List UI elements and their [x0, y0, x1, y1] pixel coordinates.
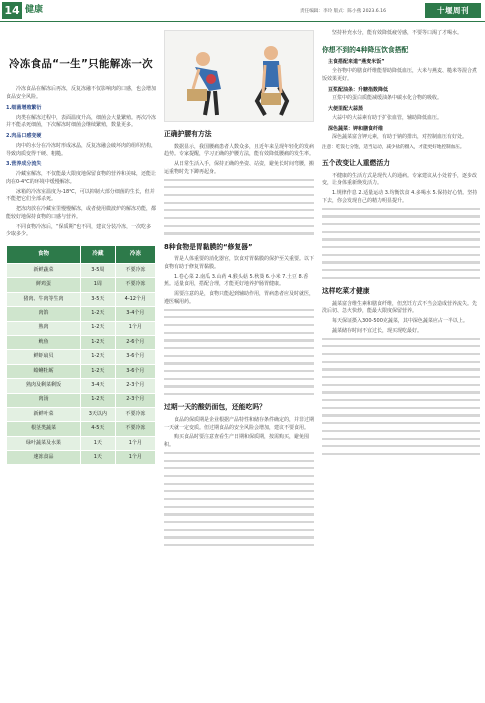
article-paragraph: 不同食物冷冻后，“保质期”也不同，建议分装冷冻，一次吃多少取多少。 — [6, 223, 152, 238]
section-title: 你想不到的4种降压饮食搭配 — [322, 45, 409, 54]
table-row — [7, 422, 156, 436]
table-cell: 4-12个月 — [115, 292, 155, 306]
article-subhead: 3.营养成分流失 — [6, 161, 42, 168]
page-number: 14 — [2, 2, 22, 19]
table-cell: 猪肉、牛肉等生肉 — [7, 292, 81, 306]
table-cell: 1个月 — [115, 321, 155, 335]
table-cell: 2-3个月 — [115, 379, 155, 393]
table-cell: 肉馅 — [7, 307, 81, 321]
table-cell: 不要冷冻 — [115, 407, 155, 421]
table-cell: 绿叶蔬菜及水果 — [7, 436, 81, 450]
article-paragraph: 需要注意的是，食物只能起到辅助作用，胃病患者应及时就医，遵医嘱用药。 — [164, 291, 315, 305]
table-row — [7, 364, 156, 378]
table-row — [7, 393, 156, 407]
table-cell: 鲜虾扇贝 — [7, 350, 81, 364]
article-paragraph: 坚持补充水分，能有效降低疲劳感，不要等口渴了才喝水。 — [332, 30, 463, 36]
table-cell: 3-5周 — [81, 264, 116, 278]
table-cell: 熟肉及剩菜剩饭 — [7, 379, 81, 393]
table-cell: 1天 — [81, 436, 116, 450]
table-cell: 4-5天 — [81, 422, 116, 436]
article-paragraph: 1.规律作息 2.适量运动 3.均衡饮食 4.多喝水 5.保持好心情。坚持下去，你会发现自己的精力明显提升。 — [322, 190, 478, 204]
article-paragraph: 每天保证摄入300-500克蔬菜，其中深色蔬菜应占一半以上。 — [332, 318, 468, 325]
tip-heading: 主食搭配来道“燕麦米饭” — [328, 59, 385, 66]
article-paragraph: 冷藏室解冻，不仅能最大限度地保留食物的营养和美味，还能让肉在0-4℃的环境中缓慢解冻。 — [6, 171, 157, 185]
table-cell: 1个月 — [115, 436, 155, 450]
tip-heading: 豆浆配油条：升糖指数降低 — [328, 86, 389, 93]
table-row — [7, 307, 156, 321]
page-header — [0, 0, 485, 22]
masthead-logo: 十堰周刊 — [425, 3, 481, 18]
tip-text: 大蒜中的大蒜素有助于扩张血管，辅助降低血压。 — [332, 114, 443, 121]
section-title: 正确护腰有方法 — [164, 130, 212, 138]
table-cell: 新鲜叶菜 — [7, 407, 81, 421]
table-cell: 鱿鱼 — [7, 335, 81, 349]
article-title: 冷冻食品“一生”只能解冻一次 — [8, 58, 153, 70]
table-header-cell: 食物 — [7, 246, 81, 264]
article-paragraph: 蔬菜储存时间不宜过长，现买现吃最好。 — [332, 327, 423, 334]
table-cell: 2-3个月 — [115, 393, 155, 407]
table-row — [7, 407, 156, 421]
article-paragraph: 食品的保质期是企业根据产品特性和储存条件确定的，并非过期一天就一定变质。但过期食品的安全风险会增加，建议不要食用。 — [164, 416, 315, 431]
table-cell: 熟肉 — [7, 321, 81, 335]
table-cell: 3-5天 — [81, 292, 116, 306]
article-paragraph: 从日常生活入手，保持正确的坐姿、站姿，避免长时间弯腰，搬运重物时先下蹲再起身。 — [164, 161, 315, 175]
article-intro: 冷冻食品在解冻后再冻，反复冻融不仅影响肉的口感，也会增加食品安全风险。 — [6, 86, 157, 101]
column-3 — [322, 30, 480, 461]
table-cell: 1-2天 — [81, 321, 116, 335]
table-cell: 根茎类蔬菜 — [7, 422, 81, 436]
body-text-lines — [164, 452, 314, 546]
section-title: 过期一天的酸奶面包，还能吃吗？ — [164, 403, 266, 412]
table-row — [7, 335, 156, 349]
table-header-row — [7, 246, 156, 264]
table-cell: 3-6个月 — [115, 364, 155, 378]
table-cell: 1天 — [81, 451, 116, 465]
article-subhead: 1.细菌增殖繁衍 — [6, 104, 42, 111]
article-paragraph: 购买食品时要注意查看生产日期和保质期，按需购买，避免囤积。 — [164, 434, 310, 449]
article-paragraph: 肉中的水分在冷冻时形成冰晶，反复冻融会破坏肉的组织结构，导致肉质变得干硬、粗糙。 — [6, 142, 157, 157]
back-pain-illustration — [164, 30, 314, 122]
body-text-lines — [322, 208, 480, 279]
table-cell: 2-6个月 — [115, 335, 155, 349]
table-row — [7, 278, 156, 292]
food-storage-table — [6, 245, 156, 465]
lifting-figures-image — [165, 31, 315, 123]
table-row — [7, 436, 156, 450]
table-cell: 不要冷冻 — [115, 278, 155, 292]
table-cell: 鲜鸡蛋 — [7, 278, 81, 292]
column-1 — [6, 30, 156, 465]
table-cell: 速冻食品 — [7, 451, 81, 465]
body-text-lines — [322, 338, 480, 456]
table-cell: 不要冷冻 — [115, 422, 155, 436]
table-cell: 1-2天 — [81, 364, 116, 378]
table-header-cell: 冷藏 — [81, 246, 116, 264]
tips-list — [322, 59, 480, 142]
table-cell: 3天以内 — [81, 407, 116, 421]
table-cell: 肉汤 — [7, 393, 81, 407]
table-cell: 3-6个月 — [115, 350, 155, 364]
article-paragraph: 冰箱的冷冻室温度为-18℃，可以抑制大部分细菌的生长，但并不能把它们全部杀死。 — [6, 188, 155, 203]
article-paragraph: 不健康的生活方式是现代人的通病。专家建议从小处着手，逐步改变，让身体重新焕发活力。 — [322, 172, 478, 187]
body-text-lines — [164, 309, 314, 396]
table-cell: 不要冷冻 — [115, 264, 155, 278]
table-cell: 1-2天 — [81, 335, 116, 349]
section-title: 8种食物是胃黏膜的“修复器” — [164, 242, 253, 251]
tip-text: 全谷物中的膳食纤维能帮助降低血压，大米与燕麦、糙米等混合煮饭效果更好。 — [322, 68, 478, 82]
table-row — [7, 350, 156, 364]
table-header-cell: 冷冻 — [115, 246, 155, 264]
article-paragraph: 把冻肉放在冷藏室里慢慢解冻，或者使用微波炉的解冻功能，都能较好地保持食物的口感与营养。 — [6, 206, 157, 220]
table-row — [7, 379, 156, 393]
table-row — [7, 264, 156, 278]
table-cell: 3-4天 — [81, 379, 116, 393]
tip-text: 深色蔬菜富含钾元素，有助于钠的排出，对控制血压有好处。 — [332, 134, 468, 141]
table-cell: 1-2天 — [81, 350, 116, 364]
tip-heading: 深色蔬菜：钾和膳食纤维 — [328, 125, 384, 132]
column-2 — [164, 30, 314, 552]
section-title: 五个改变让人重燃活力 — [322, 159, 390, 168]
table-cell: 1-2天 — [81, 393, 116, 407]
article-paragraph: 1.卷心菜 2.南瓜 3.山药 4.猴头菇 5.秋葵 6.小米 7.土豆 8.香蕉。适量食用，搭配合理，才能更好地养护肠胃健康。 — [164, 273, 309, 288]
table-cell: 新鲜蔬菜 — [7, 264, 81, 278]
table-row — [7, 292, 156, 306]
article-paragraph: 胃是人体重要的消化器官，饮食对胃黏膜的保护至关重要。以下食物有助于修复胃黏膜。 — [164, 256, 315, 270]
article-subhead: 2.肉品口感变硬 — [6, 133, 42, 140]
tip-text: 豆浆中的蛋白质能减缓油条中碳水化合物的吸收。 — [332, 95, 443, 102]
table-row — [7, 321, 156, 335]
article-paragraph: 数据显示，我国腰痛患者人数众多，且近年来呈现年轻化的发病趋势。专家提醒，学习正确的护腰方法，能有效降低腰痛的发生率。 — [164, 143, 315, 158]
editor-line: 责任编辑：李玲 版式：陈小燕 2023.6.16 — [300, 9, 387, 14]
table-cell: 1个月 — [115, 451, 155, 465]
tip-note: 注意：吃饭七分饱，适当运动，减少盐的摄入，才能更好地控制血压。 — [322, 145, 465, 151]
section-title: 这样吃菜才健康 — [322, 287, 370, 296]
article-paragraph: 蔬菜富含维生素和膳食纤维，但烹饪方式不当会造成营养流失。先洗后切、急火快炒，能最大限度保留营养。 — [322, 300, 478, 315]
tip-heading: 大便里配大蒜蒸 — [328, 106, 364, 113]
section-name: 健康 — [25, 5, 44, 15]
table-cell: 3-4个月 — [115, 307, 155, 321]
article-paragraph: 肉类在解冻过程中，表面温度升高，细菌会大量繁殖。再次冷冻并不能杀死细菌，下次解冻时细菌会继续繁殖，数量更多。 — [6, 114, 157, 129]
table-cell: 蛤蜊牡蛎 — [7, 364, 81, 378]
body-text-lines — [164, 179, 314, 235]
table-row — [7, 451, 156, 465]
table-cell: 1周 — [81, 278, 116, 292]
table-cell: 1-2天 — [81, 307, 116, 321]
